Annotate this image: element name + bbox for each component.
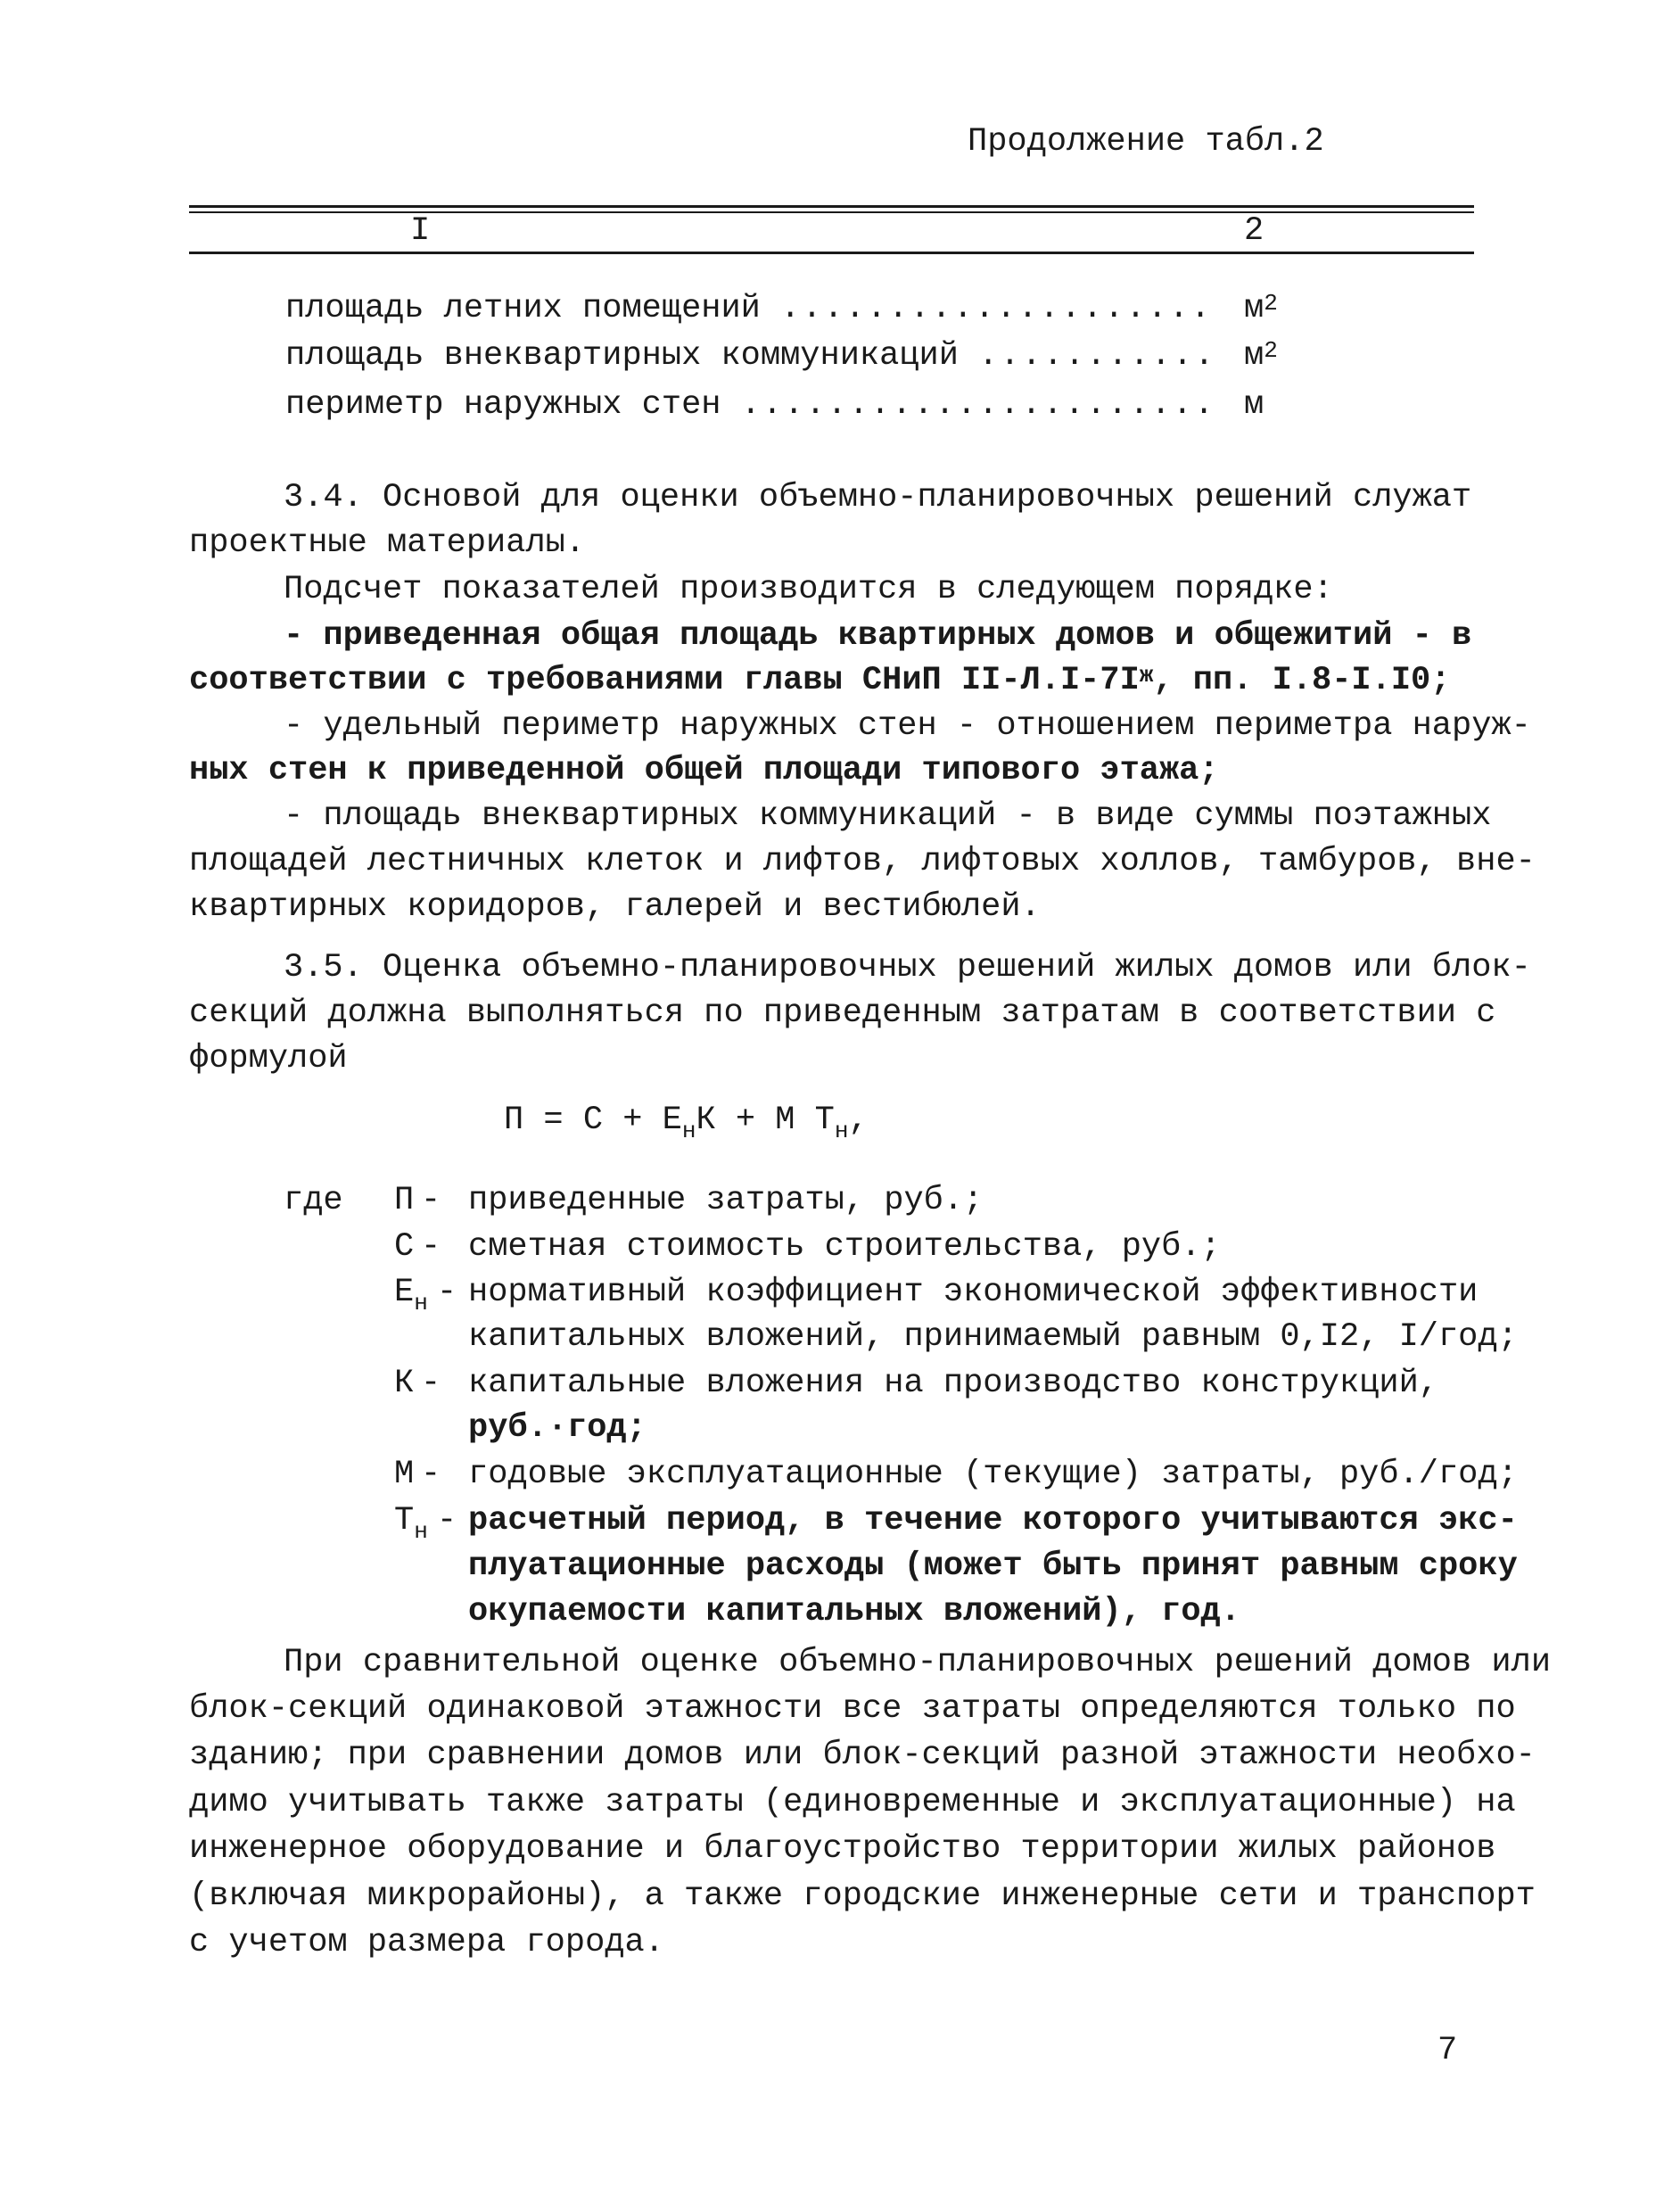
where-word: где xyxy=(284,1182,343,1219)
row-unit: $м^2$ xyxy=(1244,290,1278,327)
def-symbol: $Т_н$ xyxy=(394,1502,428,1545)
closing-paragraph-line: зданию; при сравнении домов или блок-секций разной этажности необхо- xyxy=(189,1737,1536,1774)
list-item-2-cont: ных стен к приведенной общей площади типового этажа; xyxy=(189,752,1219,789)
closing-paragraph-line: димо учитывать также затраты (единовременные и эксплуатационные) на xyxy=(189,1784,1516,1821)
def-dash: - xyxy=(437,1274,457,1311)
def-symbol: $Е_н$ xyxy=(394,1274,428,1316)
def-text-cont: руб.·год; xyxy=(468,1409,647,1447)
def-text-cont: капитальных вложений, принимаемый равным 0,I2, I/год; xyxy=(468,1318,1518,1356)
def-text-cont: плуатационные расходы (может быть принят равным сроку xyxy=(468,1548,1518,1585)
def-dash: - xyxy=(421,1182,441,1219)
def-dash: - xyxy=(421,1456,441,1493)
def-text: приведенные затраты, руб.; xyxy=(468,1182,984,1219)
section-3-5-line: формулой xyxy=(189,1040,348,1077)
def-symbol: С xyxy=(394,1228,415,1266)
table-row xyxy=(285,337,1215,375)
list-item-1-cont: соответствии с требованиями главы СНиП $II-Л.I-7I^ж$, пп. I.8-I.I0; xyxy=(189,662,1451,699)
row-unit: м xyxy=(1244,386,1264,424)
def-text-cont: окупаемости капитальных вложений), год. xyxy=(468,1593,1240,1630)
leader-dots: ........... xyxy=(978,337,1216,375)
cost-formula: $П = С + Е_нК + М$ $Т_н$, xyxy=(504,1102,869,1144)
row-unit: $м^2$ xyxy=(1244,337,1278,375)
table-top-rule-inner xyxy=(189,211,1474,213)
page-number: 7 xyxy=(1437,2032,1458,2069)
def-text: сметная стоимость строительства, руб.; xyxy=(468,1228,1221,1266)
def-symbol: М xyxy=(394,1456,415,1493)
def-text: годовые эксплуатационные (текущие) затраты, руб./год; xyxy=(468,1456,1518,1493)
list-item-3-cont: площадей лестничных клеток и лифтов, лифтовых холлов, тамбуров, вне- xyxy=(189,843,1536,880)
row-label: площадь летних помещений xyxy=(285,290,761,327)
def-dash: - xyxy=(437,1502,457,1539)
list-item-2: - удельный периметр наружных стен - отношением периметра наруж- xyxy=(284,707,1531,745)
leader-dots: .................... xyxy=(780,290,1213,327)
list-item-1: - приведенная общая площадь квартирных домов и общежитий - в xyxy=(284,617,1472,655)
def-dash: - xyxy=(421,1365,441,1402)
list-item-3: - площадь внеквартирных коммуникаций - в виде суммы поэтажных xyxy=(284,797,1492,835)
table-header-rule xyxy=(189,252,1474,254)
closing-paragraph-line: с учетом размера города. xyxy=(189,1924,664,1961)
def-text: нормативный коэффициент экономической эффективности xyxy=(468,1274,1479,1311)
section-3-4-line: 3.4. Основой для оценки объемно-планировочных решений служат xyxy=(284,479,1472,516)
section-3-4-line: Подсчет показателей производится в следующем порядке: xyxy=(284,571,1333,608)
column-header-2: 2 xyxy=(1244,212,1264,250)
def-symbol: П xyxy=(394,1182,415,1219)
closing-paragraph-line: При сравнительной оценке объемно-планировочных решений домов или xyxy=(284,1644,1552,1681)
section-3-5-line: 3.5. Оценка объемно-планировочных решений жилых домов или блок- xyxy=(284,949,1531,986)
closing-paragraph-line: (включая микрорайоны), а также городские инженерные сети и транспорт xyxy=(189,1878,1536,1915)
leader-dots: ...................... xyxy=(740,386,1216,424)
def-text: капитальные вложения на производство конструкций, xyxy=(468,1365,1438,1402)
table-row xyxy=(285,386,1215,424)
def-text: расчетный период, в течение которого учитываются экс- xyxy=(468,1502,1518,1539)
def-dash: - xyxy=(421,1228,441,1266)
section-3-5-line: секций должна выполняться по приведенным затратам в соответствии с xyxy=(189,995,1496,1032)
section-3-4-line: проектные материалы. xyxy=(189,524,586,562)
list-item-3-cont: квартирных коридоров, галерей и вестибюлей. xyxy=(189,888,1041,926)
row-label: периметр наружных стен xyxy=(285,386,721,424)
table-row xyxy=(285,290,1212,327)
table-top-rule xyxy=(189,205,1474,208)
closing-paragraph-line: инженерное оборудование и благоустройство территории жилых районов xyxy=(189,1830,1496,1868)
table-continuation-caption: Продолжение табл.2 xyxy=(968,123,1324,161)
row-label: площадь внеквартирных коммуникаций xyxy=(285,337,959,375)
def-symbol: К xyxy=(394,1365,415,1402)
column-header-1: I xyxy=(410,212,431,250)
closing-paragraph-line: блок-секций одинаковой этажности все затраты определяются только по xyxy=(189,1690,1516,1728)
